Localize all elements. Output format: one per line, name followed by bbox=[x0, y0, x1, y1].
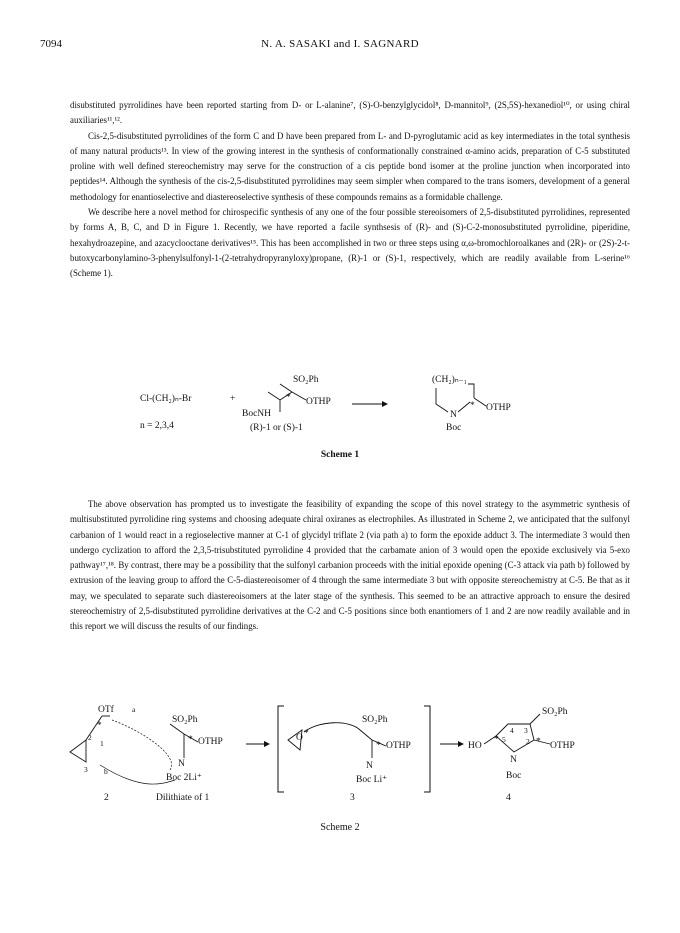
carbon-3: 3 bbox=[84, 765, 88, 774]
n-4: N bbox=[510, 755, 517, 765]
othp-2: OTHP bbox=[198, 737, 223, 747]
compound-2-number: 2 bbox=[104, 793, 109, 803]
othp-3: OTHP bbox=[386, 741, 411, 751]
ring-n: N bbox=[450, 410, 457, 420]
star-4b: * bbox=[536, 737, 541, 747]
c4-4: 4 bbox=[510, 726, 514, 735]
running-head: N. A. SASAKI and I. SAGNARD bbox=[261, 38, 419, 50]
n-2: N bbox=[178, 759, 185, 769]
compound-1-label: (R)-1 or (S)-1 bbox=[250, 423, 303, 433]
so2ph-2: SO₂Ph bbox=[172, 715, 198, 725]
n-3: N bbox=[366, 761, 373, 771]
epoxide-o: O bbox=[296, 733, 303, 743]
scheme-2-diagram bbox=[60, 700, 640, 815]
epoxide-2 bbox=[70, 740, 86, 762]
bocnh-label: BocNH bbox=[242, 409, 272, 419]
dilithiate-star: * bbox=[188, 735, 193, 745]
otf-label: OTf bbox=[98, 705, 114, 715]
paragraph-1: disubstituted pyrrolidines have been reported starting from D- or L-alanine⁷, (S)-O-benzylglycidol⁸, D-mannitol⁹, (2S,5S)-hexanediol¹⁰, or using chiral auxiliaries¹¹,¹². bbox=[70, 100, 630, 126]
boc-4: Boc bbox=[506, 771, 522, 781]
paragraph-2: Cis-2,5-disubstituted pyrrolidines of the form C and D have been prepared from L- and D-pyroglutamic acid as key intermediates in the total synthesis of many natural products¹³. In view of the growing interest in the synthesis of conformationally constrained α-amino acids, preparation of C-5 substituted proline with well defined stereochemistry may serve for the construction of a cis peptide bond isomer at the proline junction when incorporated into peptides¹⁴. Although the synthesis of the cis-2,5-disubstituted pyrrolidines may seem simpler when compared to the trans isomers, development of a general methodology for enantioselective and diastereoselective synthesis of these compounds remains as a formidable challenge. bbox=[70, 130, 630, 202]
c4-5: 5 bbox=[502, 735, 506, 744]
carbon-1: 1 bbox=[100, 739, 104, 748]
star-4a: * bbox=[494, 735, 499, 745]
page-number: 7094 bbox=[40, 38, 62, 50]
bracket-left bbox=[278, 706, 284, 792]
scheme-1-diagram bbox=[130, 370, 570, 442]
othp-4: OTHP bbox=[550, 741, 575, 751]
epoxide-star: * bbox=[304, 729, 309, 739]
star-3: * bbox=[376, 741, 381, 751]
c4-2: 2 bbox=[526, 737, 530, 746]
path-b-label: b bbox=[104, 767, 108, 776]
boc-li: Boc Li⁺ bbox=[356, 775, 388, 785]
bracket-right bbox=[424, 706, 430, 792]
reagent-halide: Cl-(CH₂)ₙ-Br bbox=[140, 394, 192, 404]
paragraph-4: The above observation has prompted us to investigate the feasibility of expanding the scope of this novel strategy to the asymmetric synthesis of multisubstituted pyrrolidine ring systems and choosing adequate chiral oxiranes as electrophiles. As illustrated in Scheme 2, we anticipated that the sulfonyl carbanion of 1 would react in a regioselective manner at C-1 of glycidyl triflate 2 (via path a) to form the epoxide adduct 3. The intermediate 3 would then undergo cyclization to afford the 2,3,5-trisubstituted pyrrolidine 4 provided that the carbamate anion of 3 would open the epoxide exclusively via 5-exo pathway¹⁷,¹⁸. By contrast, there may be a possibility that the sulfonyl carbanion proceeds with the initial epoxide opening (C-3 attack via path b) followed by extrusion of the leaving group to afford the C-5-diastereoisomer of 4 through the same intermediate 3 but with opposite stereochemistry at C-5. Be that as it may, we speculated to separate such diastereoisomers at the later stage of the synthesis. This seemed to be an attractive approach to ensure the desired stereochemistry of 2,5-disubstituted pyrrolidine derivatives at the C-2 and C-5 positions since both enantiomers of 1 and 2 are now readily available and in this report we will discuss the results of our findings. bbox=[70, 499, 630, 632]
so2ph-4: SO₂Ph bbox=[542, 707, 568, 717]
ring-boc: Boc bbox=[446, 423, 462, 433]
ring-othp: OTHP bbox=[486, 403, 511, 413]
c4-3: 3 bbox=[524, 726, 528, 735]
ho-label: HO bbox=[468, 741, 482, 751]
c2-star: * bbox=[97, 721, 102, 731]
othp-label: OTHP bbox=[306, 397, 331, 407]
boc-2li: Boc 2Li⁺ bbox=[166, 773, 202, 783]
scheme-2-label: Scheme 2 bbox=[320, 822, 360, 833]
ring-stereo-star: * bbox=[470, 401, 475, 411]
paragraph-3: We describe here a novel method for chirospecific synthesis of any one of the four possible stereoisomers of 2,5-disubstituted pyrrolidines, represented by forms A, B, C, and D in Figure 1. Recently, we have reported a facile synthsesis of (R)- and (S)-C-2-monosubstituted pyrrolidine, piperidine, hexahydroazepine, and azacyclooctane derivatives¹⁵. This has been accomplished in two or three steps using α,ω-bromochloroalkanes and (2R)- or (2S)-2-t-butoxycarbonylamino-3-phenylsulfonyl-1-(2-tetrahydropyranyloxy)propane, (R)-1 or (S)-1, respectively, which are readily available from L-serine¹⁶ (Scheme 1). bbox=[70, 207, 630, 279]
n-values: n = 2,3,4 bbox=[140, 421, 174, 431]
compound-4-number: 4 bbox=[506, 793, 511, 803]
compound-3-number: 3 bbox=[350, 793, 355, 803]
dilithiate-name: Dilithiate of 1 bbox=[156, 793, 210, 803]
carbon-2: 2 bbox=[88, 733, 92, 742]
stereo-star: * bbox=[286, 393, 291, 403]
body-text-bottom bbox=[70, 497, 630, 635]
path-a-label: a bbox=[132, 705, 136, 714]
ring-chain-label: (CH₂)ₙ₋₁ bbox=[432, 375, 467, 385]
body-text-top bbox=[70, 98, 630, 282]
scheme-1-label: Scheme 1 bbox=[320, 450, 360, 460]
plus-sign: + bbox=[230, 394, 236, 404]
so2ph-label: SO₂Ph bbox=[293, 375, 319, 385]
so2ph-3: SO₂Ph bbox=[362, 715, 388, 725]
